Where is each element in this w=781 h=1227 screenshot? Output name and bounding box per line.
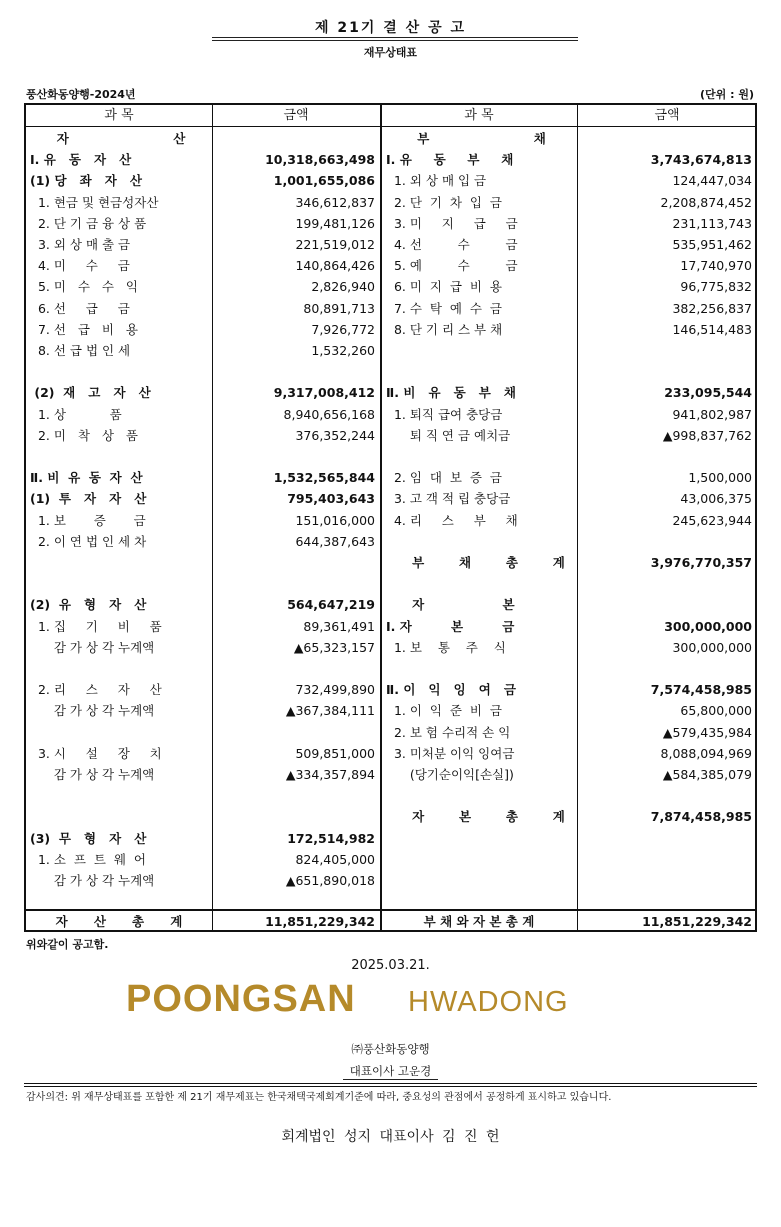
liabilities-equity-total-amount: 11,851,229,342 [642, 914, 752, 929]
liabilities-row-label: 7. 수 탁 예 수 금 [386, 300, 503, 316]
assets-row-amount: 509,851,000 [295, 745, 375, 761]
liabilities-row-label: Ⅰ. 자 본 금 [386, 618, 515, 634]
header-rule [26, 126, 755, 127]
liabilities-row-label [386, 340, 577, 361]
issuer-ceo: 대표이사 고운경 [349, 1064, 432, 1078]
assets-row-amount: 2,826,940 [311, 279, 375, 295]
assets-row-amount: ▲334,357,894 [285, 767, 375, 782]
assets-row-label: Ⅱ. 비 유 동 자 산 [30, 470, 143, 486]
footer-rule [24, 1086, 757, 1087]
liabilities-row-label: 3. 미 지 급 금 [386, 215, 518, 231]
assets-row-amount: 564,647,219 [287, 597, 375, 613]
assets-row-amount: 89,361,491 [303, 618, 375, 634]
liabilities-row-amount: 3,743,674,813 [650, 152, 752, 168]
liabilities-row-label [386, 785, 577, 806]
notice-title: 제 21기 결 산 공 고 [315, 20, 466, 36]
assets-row-label: 2. 리 스 자 산 [30, 682, 162, 698]
assets-row-label: Ⅰ. 유 동 자 산 [30, 152, 132, 168]
assets-row-amount: 732,499,890 [295, 682, 375, 698]
liabilities-row-label: 4. 리 스 부 채 [386, 512, 518, 528]
assets-row-amount: 1,532,565,844 [273, 470, 375, 486]
poongsan-hwadong-logo [0, 974, 781, 1020]
assets-row-label: 5. 미 수 수 익 [30, 279, 138, 295]
liabilities-row-label: 3. 고 객 적 립 충당금 [386, 491, 511, 507]
liabilities-equity-total-label: 부 채 와 자 본 총 계 [423, 914, 535, 929]
liabilities-row-amount: 941,802,987 [672, 406, 752, 422]
assets-row-label: 1. 집 기 비 품 [30, 618, 162, 634]
assets-row-amount: 824,405,000 [295, 851, 375, 867]
assets-row-amount: 346,612,837 [295, 194, 375, 210]
assets-row-amount: ▲651,890,018 [285, 873, 375, 888]
liabilities-row-amount: ▲998,837,762 [662, 427, 752, 443]
liabilities-row-amount: 231,113,743 [672, 215, 752, 231]
liabilities-row-label: 2. 보 험 수리적 손 익 [386, 724, 511, 740]
assets-row-label: 1. 현금 및 현금성자산 [30, 194, 159, 210]
assets-row-label [30, 446, 212, 467]
liabilities-row-amount [577, 446, 752, 467]
assets-row-amount: 7,926,772 [311, 321, 375, 337]
liabilities-row-amount: ▲584,385,079 [662, 767, 752, 782]
assets-row-label [30, 658, 212, 679]
assets-row-amount: 199,481,126 [295, 215, 375, 231]
liabilities-row-label [386, 573, 577, 594]
ceo-underline [343, 1079, 438, 1080]
liabilities-row-amount: 382,256,837 [672, 300, 752, 316]
liabilities-row-amount [577, 573, 752, 594]
liabilities-row-amount [577, 361, 752, 382]
liabilities-row-label: 6. 미 지 급 비 용 [386, 279, 503, 295]
logo-word-left: POONGSAN [126, 978, 356, 1020]
assets-row-label [30, 806, 212, 827]
assets-row-label: 감 가 상 각 누계액 [30, 703, 155, 719]
liabilities-row-label [386, 849, 577, 870]
assets-row-amount [212, 658, 375, 679]
assets-row-amount: 10,318,663,498 [265, 152, 375, 168]
title-underline [212, 37, 578, 38]
subject-header: 과 목 [464, 108, 494, 123]
liabilities-row-label: 4. 선 수 금 [386, 237, 518, 252]
assets-row-amount: 795,403,643 [287, 491, 375, 507]
assets-row-label: (2) 재 고 자 산 [30, 385, 151, 401]
assets-row-amount [212, 573, 375, 594]
assets-row-label: 4. 미 수 금 [30, 258, 130, 274]
logo-word-right: HWADONG [408, 986, 569, 1018]
assets-total-label: 자 산 총 계 [55, 914, 183, 929]
assets-total-amount: 11,851,229,342 [265, 914, 375, 929]
liabilities-row-label [386, 446, 577, 467]
assets-row-amount [212, 552, 375, 573]
assets-row-label: 1. 보 증 금 [30, 512, 146, 528]
assets-row-label: 6. 선 급 금 [30, 300, 130, 316]
assets-row-label: (2) 유 형 자 산 [30, 597, 147, 613]
column-divider [380, 105, 382, 930]
subject-header: 과 목 [104, 108, 134, 123]
liabilities-row-label: 8. 단 기 리 스 부 채 [386, 321, 503, 337]
liabilities-row-amount [577, 128, 752, 149]
assets-row-label: (3) 무 형 자 산 [30, 830, 147, 846]
assets-row-amount [212, 446, 375, 467]
liabilities-row-label [386, 870, 577, 891]
liabilities-row-label [386, 531, 577, 552]
assets-row-label: (1) 투 자 자 산 [30, 491, 147, 507]
assets-row-label: 8. 선 급 법 인 세 [30, 343, 131, 358]
liabilities-row-amount [577, 340, 752, 361]
assets-row-label: 1. 상 품 [30, 406, 122, 422]
assets-row-label: 2. 이 연 법 인 세 차 [30, 533, 147, 549]
liabilities-row-label [386, 361, 577, 382]
liabilities-row-label: 자 본 총 계 [386, 809, 565, 825]
notice-date: 2025.03.21. [351, 958, 430, 973]
liabilities-row-label [386, 828, 577, 849]
assets-row-amount: 221,519,012 [295, 237, 375, 252]
company-period: 풍산화동양행-2024년 [26, 88, 136, 101]
assets-row-label: 2. 단 기 금 융 상 품 [30, 215, 147, 231]
audit-opinion: 감사의견: 위 재무상태표를 포함한 제 21기 재무제표는 한국채택국제회계기준에 따라, 중요성의 관점에서 공정하게 표시하고 있습니다. [26, 1092, 612, 1103]
assets-row-label: 감 가 상 각 누계액 [30, 639, 155, 655]
liabilities-row-label: 부 채 총 계 [386, 555, 565, 570]
liabilities-row-label: 1. 보 통 주 식 [386, 639, 506, 655]
liabilities-row-amount: ▲579,435,984 [662, 724, 752, 740]
issuer-company: ㈜풍산화동양행 [351, 1042, 430, 1056]
liabilities-row-amount: 17,740,970 [680, 258, 752, 274]
auditor-signature: 회계법인 성지 대표이사 김 진 헌 [281, 1129, 500, 1145]
liabilities-row-amount: 2,208,874,452 [660, 194, 752, 210]
liabilities-row-amount: 1,500,000 [688, 470, 752, 486]
assets-row-label [30, 785, 212, 806]
liabilities-row-label: Ⅱ. 이 익 잉 여 금 [386, 682, 516, 698]
assets-row-amount [212, 806, 375, 827]
assets-row-label: 1. 소 프 트 웨 어 [30, 851, 147, 867]
liabilities-row-amount: 300,000,000 [664, 618, 752, 634]
assets-row-amount: 172,514,982 [287, 830, 375, 846]
assets-row-label [30, 573, 212, 594]
liabilities-row-label: 퇴 직 연 금 예치금 [386, 427, 511, 443]
assets-row-amount: 644,387,643 [295, 533, 375, 549]
title-underline [212, 40, 578, 41]
amount-header: 금액 [654, 108, 680, 123]
liabilities-row-amount: 245,623,944 [672, 512, 752, 528]
liabilities-row-label: 1. 이 익 준 비 금 [386, 703, 503, 719]
assets-row-amount: 140,864,426 [295, 258, 375, 274]
liabilities-row-amount: 124,447,034 [672, 173, 752, 189]
liabilities-row-label: 5. 예 수 금 [386, 258, 518, 274]
currency-unit: (단위 : 원) [700, 88, 754, 101]
liabilities-row-amount: 300,000,000 [672, 639, 752, 655]
liabilities-row-amount: 7,574,458,985 [650, 682, 752, 698]
assets-row-label [30, 722, 212, 743]
assets-row-amount [212, 361, 375, 382]
assets-row-label: 감 가 상 각 누계액 [30, 873, 155, 888]
assets-row-amount [212, 722, 375, 743]
liabilities-row-amount [577, 870, 752, 891]
liabilities-row-label: Ⅱ. 비 유 동 부 채 [386, 385, 516, 401]
assets-row-label: 7. 선 급 비 용 [30, 321, 138, 337]
liabilities-row-amount: 65,800,000 [680, 703, 752, 719]
assets-row-amount: 9,317,008,412 [273, 385, 375, 401]
assets-row-amount: ▲65,323,157 [293, 639, 375, 655]
liabilities-row-amount [577, 594, 752, 615]
assets-row-label: (1) 당 좌 자 산 [30, 173, 142, 189]
liabilities-row-label: 자 본 [386, 597, 515, 613]
liabilities-row-amount [577, 531, 752, 552]
liabilities-row-amount: 146,514,483 [672, 321, 752, 337]
liabilities-row-label: 2. 단 기 차 입 금 [386, 194, 503, 210]
notice-statement: 위와같이 공고함. [26, 938, 109, 951]
liabilities-row-label: Ⅰ. 유 동 부 채 [386, 152, 514, 168]
liabilities-row-label: 2. 임 대 보 증 금 [386, 470, 503, 486]
liabilities-row-amount: 43,006,375 [680, 491, 752, 507]
liabilities-row-amount: 7,874,458,985 [650, 809, 752, 825]
assets-row-label: 자 산 [56, 131, 186, 146]
liabilities-row-label: 1. 외 상 매 입 금 [386, 173, 487, 189]
liabilities-row-label: (당기순이익[손실]) [386, 767, 514, 782]
assets-row-label: 감 가 상 각 누계액 [30, 767, 155, 782]
assets-row-amount: 1,001,655,086 [273, 173, 375, 189]
assets-row-amount: 151,016,000 [295, 512, 375, 528]
statement-subtitle: 재무상태표 [363, 46, 418, 59]
liabilities-row-amount [577, 658, 752, 679]
liabilities-row-amount [577, 828, 752, 849]
liabilities-row-amount: 96,775,832 [680, 279, 752, 295]
liabilities-row-label [386, 658, 577, 679]
liabilities-row-amount [577, 785, 752, 806]
assets-row-label [30, 361, 212, 382]
assets-row-label: 3. 시 설 장 치 [30, 745, 162, 761]
amount-header: 금액 [283, 108, 309, 123]
assets-row-amount [212, 785, 375, 806]
liabilities-row-label: 3. 미처분 이익 잉여금 [386, 745, 515, 761]
assets-row-label: 2. 미 착 상 품 [30, 427, 138, 443]
liabilities-row-amount: 3,976,770,357 [650, 555, 752, 570]
assets-row-amount [212, 128, 375, 149]
assets-row-label [30, 552, 212, 573]
liabilities-row-amount: 535,951,462 [672, 237, 752, 252]
liabilities-row-amount: 233,095,544 [664, 385, 752, 401]
assets-row-amount: 80,891,713 [303, 300, 375, 316]
liabilities-row-amount [577, 849, 752, 870]
liabilities-row-label: 부 채 [417, 131, 546, 146]
footer-rule [24, 1083, 757, 1084]
assets-row-amount: 376,352,244 [295, 427, 375, 443]
balance-sheet-table [24, 103, 757, 932]
assets-row-amount: ▲367,384,111 [285, 703, 375, 719]
assets-row-amount: 8,940,656,168 [283, 406, 375, 422]
assets-row-amount: 1,532,260 [311, 343, 375, 358]
liabilities-row-label: 1. 퇴직 급여 충당금 [386, 406, 503, 422]
assets-row-label: 3. 외 상 매 출 금 [30, 237, 131, 252]
liabilities-row-amount: 8,088,094,969 [660, 745, 752, 761]
